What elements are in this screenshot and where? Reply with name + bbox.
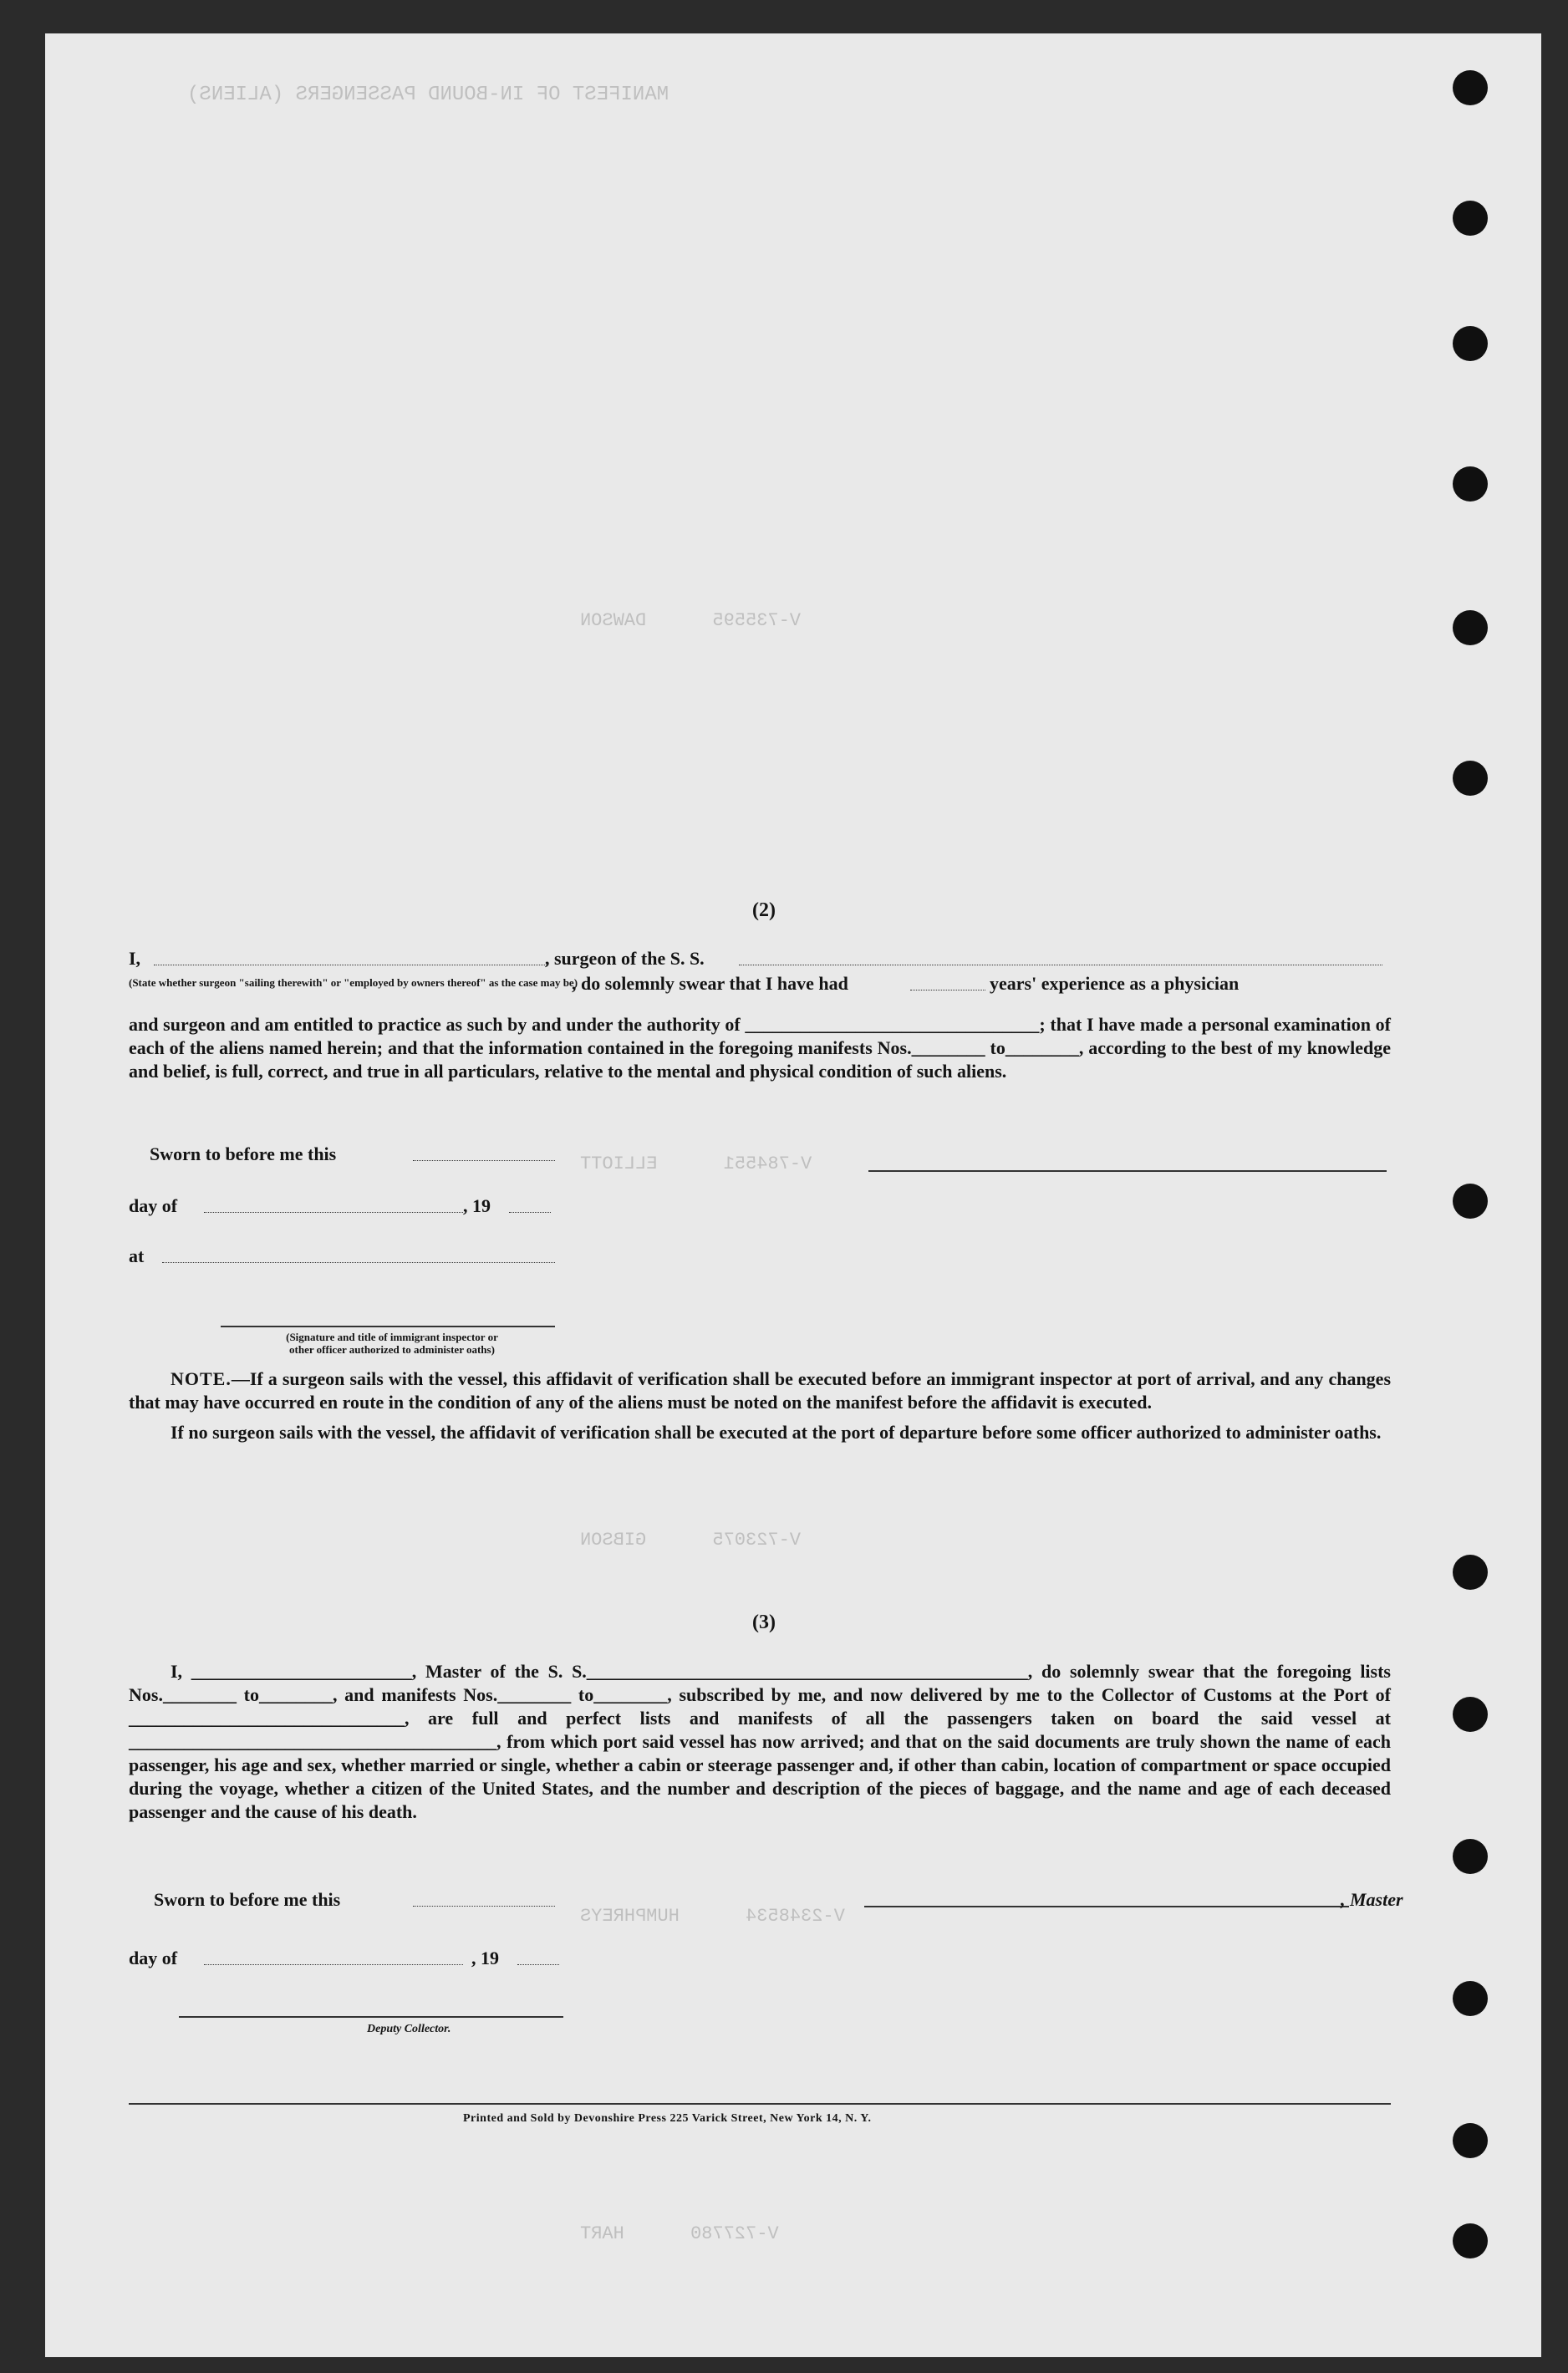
collector-signature-line[interactable] [179, 2016, 563, 2018]
binder-hole [1453, 2123, 1488, 2158]
binder-hole [1453, 761, 1488, 796]
surgeon-oath-paragraph [129, 1013, 1391, 1090]
binder-hole [1453, 2223, 1488, 2258]
year-field[interactable] [509, 1212, 551, 1213]
sworn-label: Sworn to before me this [154, 1889, 341, 1910]
printer-imprint: Printed and Sold by Devonshire Press 225 Varick Street, New York 14, N. Y. [463, 2112, 872, 2125]
master-signature-line[interactable] [864, 1906, 1349, 1907]
sworn-day-field[interactable] [413, 1160, 555, 1161]
binder-hole [1453, 1839, 1488, 1874]
binder-hole [1453, 1697, 1488, 1732]
note-label: NOTE. [171, 1368, 232, 1389]
month-field[interactable] [204, 1964, 463, 1965]
signature-caption [212, 1331, 572, 1356]
year-label: , 19 [471, 1948, 499, 1968]
collector-caption: Deputy Collector. [367, 2023, 451, 2035]
bleed-through-text: V-784551 ELLIOTT [580, 1153, 812, 1174]
year-label: , 19 [463, 1195, 491, 1216]
swear-years-label: , do solemnly swear that I have had [572, 973, 848, 994]
binder-hole [1453, 466, 1488, 502]
surgeon-intro-i: I, [129, 948, 141, 969]
section-number: (2) [752, 899, 776, 921]
bleed-through-text: MANIFEST OF IN-BOUND PASSENGERS (ALIENS) [187, 84, 669, 106]
signature-caption-line-1: (Signature and title of immigrant inspector or [286, 1331, 498, 1343]
surgeon-oath-text: and surgeon and am entitled to practice as such by and under the authority of ________________________________; that I have made a personal examination of each of the aliens named herein; and that the information contained in the foregoing manifests Nos.________ to________, according to the best of my knowledge and belief, is full, correct, and true in all particulars, relative to the mental and physical condition of such aliens. [129, 1014, 1391, 1082]
binder-hole [1453, 1555, 1488, 1590]
binder-hole [1453, 70, 1488, 105]
day-of-label: day of [129, 1195, 178, 1216]
bleed-through-text: V-735595 DAWSON [580, 610, 802, 631]
note-text-2: If no surgeon sails with the vessel, the affidavit of verification shall be executed at the port of departure before some officer authorized to administer oaths. [171, 1422, 1382, 1443]
section-number: (3) [752, 1612, 776, 1633]
master-manifest-oath-paragraph [129, 1660, 1391, 1831]
year-field[interactable] [517, 1964, 559, 1965]
note-paragraph [129, 1367, 1391, 1451]
binder-hole [1453, 1184, 1488, 1219]
surgeon-caption: (State whether surgeon "sailing therewith" or "employed by owners thereof" as the case may be) [129, 976, 578, 989]
master-label: , Master [1341, 1889, 1403, 1910]
at-place-field[interactable] [162, 1262, 555, 1263]
years-experience-label: years' experience as a physician [990, 973, 1240, 994]
binder-hole [1453, 610, 1488, 645]
sworn-day-field[interactable] [413, 1906, 555, 1907]
month-field[interactable] [204, 1212, 463, 1213]
surgeon-signature-line[interactable] [868, 1170, 1387, 1172]
surgeon-of-label: , surgeon of the S. S. [545, 948, 705, 969]
bleed-through-text: V-727780 HART [580, 2223, 779, 2244]
bleed-through-text: V-2348534 HUMPHREYS [580, 1906, 845, 1927]
day-of-label: day of [129, 1948, 178, 1968]
signature-caption-line-2: other officer authorized to administer oaths) [289, 1343, 495, 1356]
bleed-through-text: V-723075 GIBSON [580, 1530, 802, 1551]
at-label: at [129, 1245, 145, 1266]
binder-hole [1453, 201, 1488, 236]
inspector-signature-line[interactable] [221, 1326, 555, 1327]
note-text: —If a surgeon sails with the vessel, this affidavit of verification shall be executed before an immigrant inspector at port of arrival, and any changes that may have occurred en route in the condition of any of the aliens must be noted on the manifest before the affidavit is executed. [129, 1368, 1391, 1413]
footer-rule [129, 2103, 1391, 2105]
sworn-label: Sworn to before me this [150, 1143, 337, 1164]
document-page [45, 33, 1541, 2357]
binder-hole [1453, 326, 1488, 361]
binder-hole [1453, 1981, 1488, 2016]
master-manifest-oath-text: I, ________________________, Master of the S. S.________________________________________________, do solemnly swear that the foregoing lists Nos.________ to________, and manifests Nos.________ to________, subscribed by me, and now delivered by me to the Collector of Customs at the Port of ______________________________, are full and perfect lists and manifests of all the passengers taken on board the said vessel at ________________________________________, from which port said vessel has now arrived; and that on the said documents are truly shown the name of each passenger, his age and sex, whether married or single, whether a cabin or steerage passenger and, if other than cabin, location of compartment or space occupied during the voyage, whether a citizen of the United States, and the number and description of the pieces of baggage, and the name and age of each deceased passenger and the cause of his death. [129, 1661, 1391, 1822]
